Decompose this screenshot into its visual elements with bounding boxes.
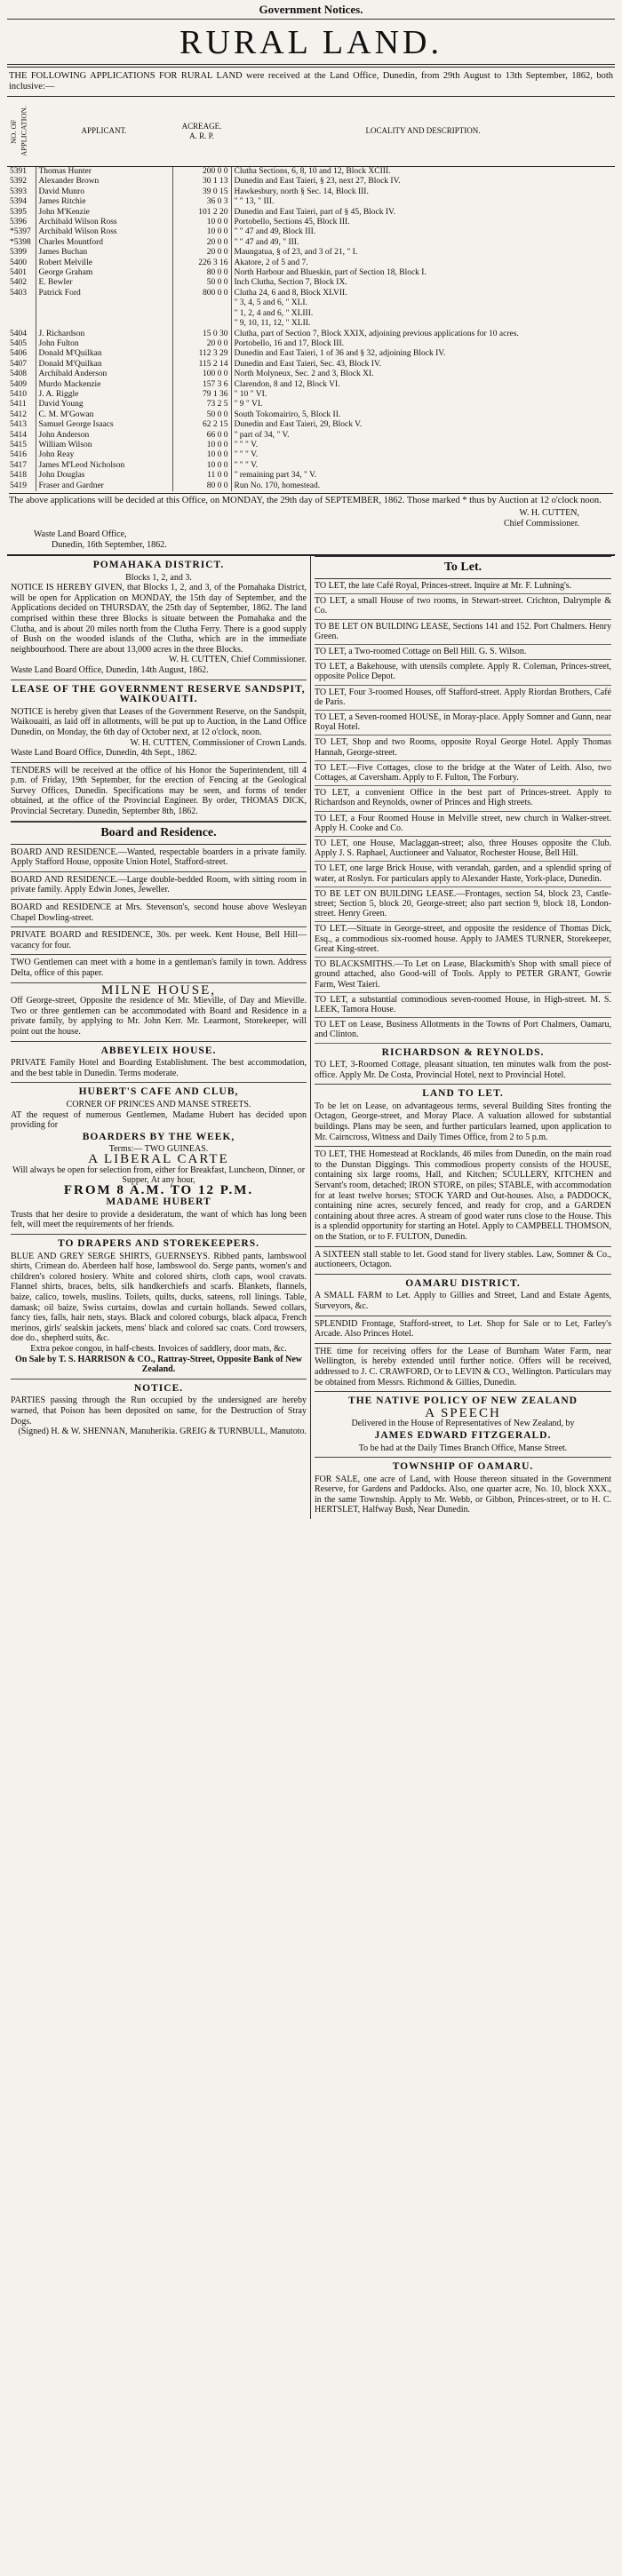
applicant bbox=[36, 309, 172, 319]
tenders-ad: TENDERS will be received at the office of his Honor the Superintendent, till 4 p.m. of Friday, 19th September, for the erection of Fencing at the Geological Survey Offices, Dunedin. Specifications may be seen, and forms of tender obtained, at the office of the Provincial Engineer. By order, THOMAS DICK, Provincial Secretary. Dunedin, September 8th, 1862. bbox=[11, 763, 307, 822]
board-ad: TWO Gentlemen can meet with a home in a gentleman's family in town. Address Delta, office of this paper. bbox=[11, 955, 307, 982]
locality: Portobello, 16 and 17, Block III. bbox=[231, 339, 615, 349]
oamaru-township-ad bbox=[315, 1458, 611, 1519]
acreage: 20 0 0 bbox=[172, 339, 231, 349]
applicant bbox=[36, 298, 172, 308]
hubert-title: HUBERT'S CAFE AND CLUB, bbox=[78, 1086, 239, 1098]
acreage: 50 0 0 bbox=[172, 410, 231, 420]
table-row bbox=[7, 227, 615, 237]
table-row bbox=[7, 298, 615, 308]
notice-ad bbox=[11, 1379, 307, 1441]
applicant: C. M. M'Gowan bbox=[36, 410, 172, 420]
locality: " " " V. bbox=[231, 461, 615, 471]
table-row bbox=[7, 410, 615, 420]
acreage: 10 0 0 bbox=[172, 227, 231, 237]
col-applicant: APPLICANT. bbox=[36, 97, 172, 167]
oamaru-ad bbox=[315, 1275, 611, 1316]
app-number: *5397 bbox=[10, 227, 31, 237]
app-number: 5406 bbox=[10, 349, 27, 359]
tolet-ad: TO BLACKSMITHS.—To Let on Lease, Blacksmith's Shop with small piece of ground attached, also Good-will of Tools. Apply to PETER GRANT, Gowrie Farm, West Taieri. bbox=[315, 958, 611, 993]
locality: Dunedin and East Taieri, Sec. 43, Block IV. bbox=[231, 360, 615, 370]
locality: North Harbour and Blueskin, part of Section 18, Block I. bbox=[231, 268, 615, 278]
native-sub: A SPEECH bbox=[425, 1405, 501, 1420]
app-number: 5413 bbox=[10, 420, 27, 430]
acreage bbox=[172, 298, 231, 308]
oamaru-title: OAMARU DISTRICT. bbox=[405, 1277, 521, 1289]
acreage: 15 0 30 bbox=[172, 330, 231, 339]
applicant: Samuel George Isaacs bbox=[36, 420, 172, 430]
app-number bbox=[7, 298, 36, 308]
acreage: 20 0 0 bbox=[172, 248, 231, 258]
board-ad: BOARD and RESIDENCE at Mrs. Stevenson's, second house above Wesleyan Chapel Dowling-street. bbox=[11, 900, 307, 927]
applicant: Robert Melville bbox=[36, 258, 172, 268]
table-row bbox=[7, 441, 615, 450]
app-number: 5405 bbox=[10, 338, 27, 348]
table-row bbox=[7, 187, 615, 197]
app-number: 5411 bbox=[10, 400, 27, 409]
locality: " " 13, " III. bbox=[231, 197, 615, 207]
hubert-sub: CORNER OF PRINCES AND MANSE STREETS. bbox=[66, 1099, 251, 1109]
applications-intro: THE FOLLOWING APPLICATIONS FOR RURAL LAND were received at the Land Office, Dunedin, from 29th August to 13th September, 1862, both inclusive:— bbox=[9, 71, 613, 91]
abbey-title: ABBEYLEIX HOUSE. bbox=[100, 1045, 217, 1056]
applicant: John Douglas bbox=[36, 471, 172, 481]
applicant: John Reay bbox=[36, 450, 172, 460]
acreage: 100 0 0 bbox=[172, 370, 231, 379]
tolet-ad: TO LET, one large Brick House, with verandah, garden, and a splendid spring of water, at Roslyn. For particulars apply to Alexander Haste, York-place, Dunedin. bbox=[315, 862, 611, 886]
land-text: To be let on Lease, on advantageous terms, several Building Sites fronting the Octagon, George-street, and Moray Place. A valuation allowed for substantial buildings. Plans may be seen, and further particulars learned, upon application to Mr. Cairncross, Witness and Daily Times Office, from 2 to 5 p.m. bbox=[315, 1101, 611, 1142]
tolet-ad: TO BE LET ON BUILDING LEASE.—Frontages, section 54, block 23, Castle-street; Section 5, block 20, George-street; also part section 9, block 18, London-street. Henry Green. bbox=[315, 887, 611, 923]
acreage: 73 2 5 bbox=[172, 400, 231, 409]
locality: Inch Clutha, Section 7, Block IX. bbox=[231, 278, 615, 288]
table-row bbox=[7, 339, 615, 349]
oamaru-tp-title: TOWNSHIP OF OAMARU. bbox=[392, 1461, 534, 1473]
locality: Dunedin and East Taieri, 29, Block V. bbox=[231, 420, 615, 430]
locality: Dunedin and East Taieri, 1 of 36 and § 32, adjoining Block IV. bbox=[231, 349, 615, 359]
col-acreage: ACREAGE. A. R. P. bbox=[172, 97, 231, 167]
table-row bbox=[7, 177, 615, 187]
locality: " 10 " VI. bbox=[231, 390, 615, 400]
applicant: Patrick Ford bbox=[36, 289, 172, 298]
locality: " part of 34, " V. bbox=[231, 431, 615, 441]
two-columns bbox=[7, 554, 615, 1519]
carte: A LIBERAL CARTE bbox=[88, 1151, 229, 1166]
office: Waste Land Board Office, Dunedin, 16th September, 1862. bbox=[34, 529, 167, 550]
hubert-ad bbox=[11, 1083, 307, 1235]
locality: " " " V. bbox=[231, 450, 615, 460]
applicant: John M'Kenzie bbox=[36, 208, 172, 218]
hours: FROM 8 A.M. TO 12 P.M. bbox=[63, 1182, 254, 1197]
page-title: RURAL LAND. bbox=[179, 24, 443, 61]
app-number: 5395 bbox=[10, 207, 27, 217]
reserve-text: NOTICE is hereby given that Leases of the Government Reserve, on the Sandspit, Waikouaiti, as laid off in allotments, will be put up to Auction, in the Land Office Dunedin, on Monday, the 6th day of October next, at 12 o'clock, noon. bbox=[11, 706, 307, 737]
applicant: Donald M'Quilkan bbox=[36, 349, 172, 359]
applicant: John Fulton bbox=[36, 339, 172, 349]
drapers-text: BLUE AND GREY SERGE SHIRTS, GUERNSEYS. Ribbed pants, lambswool shirts, Crimean do. Aberdeen half hose, lambswool do. Serge pants, women's and children's colored hosiery. White and colored shirts, cloth caps, wool cravats. Flannel shirts, braces, belts, silk handkerchiefs and scarfs. Blankets, flannels, baize, calico, towels, muslins. Toilets, quilts, ducks, sateens, roll linings. Table, damask; oil baize, Swiss curtains, dowlas and curtain hollands. Sewed collars, fancy ties, falls, hair nets, stays. Black and colored coburgs, black alpaca, French merinos, girls' sealskin jackets, mens' black and colored sac coats. Cord trowsers, doe do., shepherd suits, &c. bbox=[11, 1251, 307, 1344]
notice-text: PARTIES passing through the Run occupied by the undersigned are hereby warned, that Poison has been deposited on same, for the Destruction of Stray Dogs. bbox=[11, 1395, 307, 1427]
native-foot: To be had at the Daily Times Branch Office, Manse Street. bbox=[358, 1443, 568, 1453]
acreage bbox=[172, 309, 231, 319]
locality: Maungatua, § of 23, and 3 of 21, " I. bbox=[231, 248, 615, 258]
tolet-ad: TO LET, a substantial commodious seven-roomed House, in High-street. M. S. LEEK, Tamora House. bbox=[315, 993, 611, 1018]
madame: MADAME HUBERT bbox=[106, 1197, 211, 1208]
applicant: E. Bewler bbox=[36, 278, 172, 288]
table-row bbox=[7, 431, 615, 441]
table-row bbox=[7, 380, 615, 390]
applicant: Archibald Wilson Ross bbox=[36, 227, 172, 237]
farm-ad: TO LET, THE Homestead at Rocklands, 46 miles from Dunedin, on the main road to the Dunstan Diggings. This commodious property consists of the HOUSE, containing six large rooms, Hall, and Kitchen; SCULLERY, KITCHEN and Servant's room, detached; IRON STORE, on piles; STABLE, with accommodation for at least twelve horses; STOCK YARD and Out-houses. Also, a PADDOCK, containing nine acres, securely fenced, and ready for crop, and a GARDEN containing about three acres. A stream of good water runs close to the House. This is a splendid opportunity for starting an Hotel. Apply to CAMPBELL THOMSON, on the Station, or to F. FULTON, Dunedin. bbox=[315, 1147, 611, 1246]
applicant: James Buchan bbox=[36, 248, 172, 258]
app-number: 5404 bbox=[10, 329, 27, 338]
applications-table bbox=[7, 96, 615, 491]
locality: North Molyneux, Sec. 2 and 3, Block XI. bbox=[231, 370, 615, 379]
notice-signed: (Signed) H. & W. SHENNAN, Manuherikia. GREIG & TURNBULL, Manutoto. bbox=[18, 1427, 307, 1437]
table-row bbox=[7, 481, 615, 491]
applicant: David Munro bbox=[36, 187, 172, 197]
notice-title: NOTICE. bbox=[133, 1382, 184, 1394]
app-number: 5417 bbox=[10, 460, 27, 470]
locality: Akatore, 2 of 5 and 7. bbox=[231, 258, 615, 268]
reserve-signer: W. H. CUTTEN, Commissioner of Crown Lands. bbox=[130, 737, 307, 748]
acreage: 115 2 14 bbox=[172, 360, 231, 370]
table-row bbox=[7, 349, 615, 359]
acreage: 10 0 0 bbox=[172, 441, 231, 450]
abbey-text: PRIVATE Family Hotel and Boarding Establishment. The best accommodation, and the best table in Dunedin. Terms moderate. bbox=[11, 1058, 307, 1078]
board-ad: BOARD AND RESIDENCE.—Large double-bedded Room, with sitting room in private family. Apply Edwin Jones, Jeweller. bbox=[11, 872, 307, 900]
hubert-text: AT the request of numerous Gentlemen, Madame Hubert has decided upon providing for bbox=[11, 1109, 307, 1131]
tolet-ad: TO LET, one House, Maclaggan-street; also, three Houses opposite the Club. Apply J. S. Raphael, Auctioneer and Valuator, Rochester House, Bell Hill. bbox=[315, 837, 611, 862]
app-number: 5393 bbox=[10, 187, 27, 196]
locality: Hawkesbury, north § Sec. 14, Block III. bbox=[231, 187, 615, 197]
table-row bbox=[7, 248, 615, 258]
right-column bbox=[311, 556, 615, 1519]
table-row bbox=[7, 390, 615, 400]
table-row bbox=[7, 420, 615, 430]
acreage: 226 3 16 bbox=[172, 258, 231, 268]
board-heading: Board and Residence. bbox=[11, 822, 307, 845]
tolet-ad: TO LET.—Five Cottages, close to the bridge at the Water of Leith. Also, two Cottages, at Caversham. Apply to F. Fulton, The Forbury. bbox=[315, 761, 611, 786]
sixteen-ad: A SIXTEEN stall stable to let. Good stand for livery stables. Law, Somner & Co., auctioneers, Octagon. bbox=[315, 1247, 611, 1275]
table-row bbox=[7, 258, 615, 268]
table-row bbox=[7, 400, 615, 409]
drapers-ad bbox=[11, 1235, 307, 1379]
acreage: 80 0 0 bbox=[172, 268, 231, 278]
tolet-ad: TO LET, a Four Roomed House in Melville street, new church in Walker-street. Apply H. Cooke and Co. bbox=[315, 812, 611, 837]
tolet-ad: TO LET, a convenient Office in the best part of Princes-street. Apply to Richardson and Reynolds, owner of Princes and High streets. bbox=[315, 786, 611, 811]
app-number: 5412 bbox=[10, 409, 27, 419]
locality: Portobello, Sections 45, Block III. bbox=[231, 218, 615, 227]
locality: Clutha, part of Section 7, Block XXIX, adjoining previous applications for 10 acres. bbox=[231, 330, 615, 339]
oamaru-text: A SMALL FARM to Let. Apply to Gillies and Street, Land and Estate Agents, Surveyors, &c. bbox=[315, 1291, 611, 1311]
acreage bbox=[172, 319, 231, 329]
tolet-ad: TO LET.—Situate in George-street, and opposite the residence of Thomas Dick, Esq., a commodious six-roomed house. Apply to JAMES TURNER, Storekeeper, Great King-street. bbox=[315, 922, 611, 958]
applicant: Archibald Anderson bbox=[36, 370, 172, 379]
app-number: 5391 bbox=[10, 167, 27, 176]
table-row bbox=[7, 218, 615, 227]
reserve-ad bbox=[11, 680, 307, 763]
acreage: 66 0 0 bbox=[172, 431, 231, 441]
acreage: 39 0 15 bbox=[172, 187, 231, 197]
app-number: 5401 bbox=[10, 268, 27, 278]
native-author: JAMES EDWARD FITZGERALD. bbox=[374, 1429, 552, 1441]
acreage: 62 2 15 bbox=[172, 420, 231, 430]
app-number bbox=[7, 309, 36, 319]
tolet-ad: TO LET on Lease, Business Allotments in the Towns of Port Chalmers, Oamaru, and Clinton. bbox=[315, 1018, 611, 1043]
app-number: 5409 bbox=[10, 379, 27, 389]
app-number: 5414 bbox=[10, 430, 27, 440]
app-number: 5407 bbox=[10, 359, 27, 369]
drapers-sale: On Sale by T. S. HARRISON & CO., Rattray-Street, Opposite Bank of New Zealand. bbox=[14, 1354, 303, 1375]
app-number: 5394 bbox=[10, 197, 27, 207]
acreage: 80 0 0 bbox=[172, 481, 231, 491]
acreage: 20 0 0 bbox=[172, 238, 231, 248]
app-number: 5418 bbox=[10, 471, 27, 481]
applicant: David Young bbox=[36, 400, 172, 409]
table-row bbox=[7, 461, 615, 471]
tolet-heading: To Let. bbox=[315, 556, 611, 579]
acreage: 101 2 20 bbox=[172, 208, 231, 218]
table-row bbox=[7, 319, 615, 329]
applicant: George Graham bbox=[36, 268, 172, 278]
pomahaka-signer: W. H. CUTTEN, Chief Commissioner. bbox=[168, 655, 307, 665]
applicant: Murdo Mackenzie bbox=[36, 380, 172, 390]
table-row bbox=[7, 330, 615, 339]
rr-ad bbox=[315, 1044, 611, 1085]
table-row bbox=[7, 370, 615, 379]
applicant: Charles Mountford bbox=[36, 238, 172, 248]
applications-footnote: The above applications will be decided at this Office, on MONDAY, the 29th day of SEPTEMBER, 1862. Those marked * thus by Auction at 12 o'clock noon. bbox=[9, 493, 613, 506]
milne-ad bbox=[11, 983, 307, 1042]
table-row bbox=[7, 238, 615, 248]
table-row bbox=[7, 360, 615, 370]
acreage: 10 0 0 bbox=[172, 218, 231, 227]
locality: Dunedin and East Taieri, § 23, next 27, Block IV. bbox=[231, 177, 615, 187]
tolet-ad: TO LET, a Bakehouse, with utensils complete. Apply R. Coleman, Princes-street, opposite Police Depot. bbox=[315, 660, 611, 685]
tolet-ad: TO LET, the late Café Royal, Princes-street. Inquire at Mr. F. Luhning's. bbox=[315, 579, 611, 594]
pomahaka-text: NOTICE IS HEREBY GIVEN, that Blocks 1, 2, and 3, of the Pomahaka District, will be open for Application on MONDAY, the 15th day of September, and the Applications decided on THURSDAY, the 25th day of September, 1862. The land comprised within these three Blocks is situate between the Pomahaka and the Clutha, and is about 20 miles north from the Clutha Ferry. There is a good supply of Bush on the wooded islands of the Clutha, which are in the immediate neighbourhood. There are about 13,000 acres in the three Blocks. bbox=[11, 583, 307, 655]
acreage: 50 0 0 bbox=[172, 278, 231, 288]
applicant: Fraser and Gardner bbox=[36, 481, 172, 491]
board-ad: BOARD AND RESIDENCE.—Wanted, respectable boarders in a private family. Apply Stafford House, opposite Union Hotel, Stafford-street. bbox=[11, 845, 307, 872]
pomahaka-office: Waste Land Board Office, Dunedin, 14th August, 1862. bbox=[11, 664, 209, 675]
pomahaka-ad bbox=[11, 556, 307, 680]
acreage: 800 0 0 bbox=[172, 289, 231, 298]
app-number: *5398 bbox=[10, 237, 31, 247]
locality: " 9, 10, 11, 12, " XLII. bbox=[231, 319, 615, 329]
app-number: 5399 bbox=[10, 248, 27, 258]
app-number bbox=[7, 319, 36, 329]
applicant: Alexander Brown bbox=[36, 177, 172, 187]
applicant: J. Richardson bbox=[36, 330, 172, 339]
applicant bbox=[36, 319, 172, 329]
signer: W. H. CUTTEN, Chief Commissioner. bbox=[504, 508, 579, 529]
locality: " " 47 and 49, Block III. bbox=[231, 227, 615, 237]
table-row bbox=[7, 278, 615, 288]
applicant: Archibald Wilson Ross bbox=[36, 218, 172, 227]
table-row bbox=[7, 167, 615, 178]
splendid-ad: SPLENDID Frontage, Stafford-street, to Let. Shop for Sale or to Let, Farley's Arcade. Also Princes Hotel. bbox=[315, 1316, 611, 1344]
milne-text: Off George-street, Opposite the residence of Mr. Mieville, of Day and Mieville. Two or three gentlemen can be accommodated with Board and Residence in a private family, by applying to Mr. John Kerr. Mr. Learmont, Storekeeper, will point out the house. bbox=[11, 996, 307, 1037]
acreage: 200 0 0 bbox=[172, 167, 231, 178]
acreage: 10 0 0 bbox=[172, 450, 231, 460]
app-number: 5392 bbox=[10, 177, 27, 187]
rr-text: TO LET, 3-Roomed Cottage, pleasant situation, ten minutes walk from the post-office. Apply Mr. De Costa, Provincial Hotel, next to Provincial Hotel. bbox=[315, 1060, 611, 1080]
locality: " " " V. bbox=[231, 441, 615, 450]
drapers-extra: Extra pekoe congou, in half-chests. Invoices of saddlery, door mats, &c. bbox=[30, 1344, 287, 1354]
applicant: J. A. Riggle bbox=[36, 390, 172, 400]
applicant: John Anderson bbox=[36, 431, 172, 441]
app-number: 5400 bbox=[10, 258, 27, 267]
table-row bbox=[7, 197, 615, 207]
pomahaka-sub: Blocks 1, 2, and 3. bbox=[125, 572, 192, 583]
pomahaka-title: POMAHAKA DISTRICT. bbox=[92, 560, 225, 570]
tolet-ad: TO LET, a small House of two rooms, in Stewart-street. Crichton, Dalrymple & Co. bbox=[315, 594, 611, 619]
tolet-ad: TO LET, Four 3-roomed Houses, off Stafford-street. Apply Riordan Brothers, Café de Paris. bbox=[315, 686, 611, 711]
app-number: 5408 bbox=[10, 370, 27, 379]
acreage: 157 3 6 bbox=[172, 380, 231, 390]
native-title: THE NATIVE POLICY OF NEW ZEALAND bbox=[348, 1395, 578, 1407]
app-number: 5403 bbox=[10, 288, 27, 298]
reserve-title: LEASE OF THE GOVERNMENT RESERVE SANDSPIT, WAIKOUAITI. bbox=[12, 683, 306, 705]
acreage: 11 0 0 bbox=[172, 471, 231, 481]
applicant: James Ritchie bbox=[36, 197, 172, 207]
acreage: 79 1 36 bbox=[172, 390, 231, 400]
locality: Dunedin and East Taieri, part of § 45, Block IV. bbox=[231, 208, 615, 218]
tolet-ad: TO LET, a Seven-roomed HOUSE, in Moray-place. Apply Somner and Gunn, near Royal Hotel. bbox=[315, 711, 611, 735]
applicant: Donald M'Quilkan bbox=[36, 360, 172, 370]
app-number: 5416 bbox=[10, 450, 27, 460]
land-ad bbox=[315, 1085, 611, 1147]
applicant: William Wilson bbox=[36, 441, 172, 450]
locality: Clutha 24, 6 and 8, Block XLVII. bbox=[231, 289, 615, 298]
col-locality: LOCALITY AND DESCRIPTION. bbox=[231, 97, 615, 167]
app-number: 5396 bbox=[10, 218, 27, 227]
madame-text: Trusts that her desire to provide a desideratum, the want of which has long been felt, will meet the requirements of her friends. bbox=[11, 1209, 307, 1230]
locality: " 1, 2, 4 and 6, " XLIII. bbox=[231, 309, 615, 319]
table-row bbox=[7, 289, 615, 298]
locality: " 3, 4, 5 and 6, " XLI. bbox=[231, 298, 615, 308]
milne-title: MILNE HOUSE, bbox=[101, 982, 216, 998]
locality: Run No. 170, homestead. bbox=[231, 481, 615, 491]
land-title: LAND TO LET. bbox=[422, 1088, 504, 1100]
locality: " 9 " VI. bbox=[231, 400, 615, 409]
newspaper-page bbox=[7, 0, 615, 1519]
hubert-boarders: BOARDERS BY THE WEEK, bbox=[82, 1131, 235, 1142]
app-number: 5419 bbox=[10, 481, 27, 490]
acreage: 112 3 29 bbox=[172, 349, 231, 359]
locality: South Tokomairiro, 5, Block II. bbox=[231, 410, 615, 420]
table-row bbox=[7, 268, 615, 278]
abbey-ad bbox=[11, 1042, 307, 1084]
locality: " " 47 and 49, " III. bbox=[231, 238, 615, 248]
locality: " remaining part 34, " V. bbox=[231, 471, 615, 481]
table-row bbox=[7, 309, 615, 319]
table-row bbox=[7, 208, 615, 218]
rr-heading: RICHARDSON & REYNOLDS. bbox=[381, 1046, 545, 1058]
acreage: 30 1 13 bbox=[172, 177, 231, 187]
native-ad bbox=[315, 1392, 611, 1458]
app-number: 5415 bbox=[10, 440, 27, 449]
section-title: Government Notices. bbox=[7, 0, 615, 20]
tolet-ad: TO BE LET ON BUILDING LEASE, Sections 141 and 152. Port Chalmers. Henry Green. bbox=[315, 620, 611, 645]
carte-text: Will always be open for selection from, either for Breakfast, Luncheon, Dinner, or Supper, At any hour, bbox=[12, 1165, 306, 1186]
applicant: James M'Leod Nicholson bbox=[36, 461, 172, 471]
divider bbox=[7, 64, 615, 68]
table-row bbox=[7, 471, 615, 481]
drapers-title: TO DRAPERS AND STOREKEEPERS. bbox=[58, 1238, 259, 1250]
reserve-office: Waste Land Board Office, Dunedin, 4th Sept., 1862. bbox=[11, 748, 197, 759]
acreage: 36 0 3 bbox=[172, 197, 231, 207]
locality: Clarendon, 8 and 12, Block VI. bbox=[231, 380, 615, 390]
acreage: 10 0 0 bbox=[172, 461, 231, 471]
tolet-ad: TO LET, a Two-roomed Cottage on Bell Hill. G. S. Wilson. bbox=[315, 645, 611, 660]
locality: Clutha Sections, 6, 8, 10 and 12, Block XCIII. bbox=[231, 167, 615, 178]
table-row bbox=[7, 450, 615, 460]
bunham-ad: THE time for receiving offers for the Lease of Burnham Water Farm, near Wellington, is hereby extended until further notice. Offers will be received, addressed to J. C. CRAWFORD, Or to LEVIN & CO., Wellington. Particulars may be obtained from Messrs. Richmond & Gillies, Dunedin. bbox=[315, 1344, 611, 1392]
app-number: 5402 bbox=[10, 278, 27, 288]
left-column bbox=[7, 556, 311, 1519]
col-no: NO. OF APPLICATION. bbox=[9, 106, 28, 157]
hubert-terms: Terms:— TWO GUINEAS. bbox=[108, 1144, 209, 1155]
app-number: 5410 bbox=[10, 389, 27, 399]
applicant: Thomas Hunter bbox=[36, 167, 172, 178]
oamaru-tp-text: FOR SALE, one acre of Land, with House thereon situated in the Government Reserve, for Gardens and Paddocks. Also, one quarter acre, No. 10, block XXX., in the same Township. Apply to Mr. Webb, or Gibbon, Princes-street, or to H. C. HERTSLET, Halfway Bush, Near Dunedin. bbox=[315, 1474, 611, 1515]
board-ad: PRIVATE BOARD and RESIDENCE, 30s. per week. Kent House, Bell Hill—vacancy for four. bbox=[11, 927, 307, 955]
tolet-ad: TO LET, Shop and two Rooms, opposite Royal George Hotel. Apply Thomas Hannah, George-street. bbox=[315, 735, 611, 760]
native-text: Delivered in the House of Representatives of New Zealand, by bbox=[351, 1419, 575, 1429]
